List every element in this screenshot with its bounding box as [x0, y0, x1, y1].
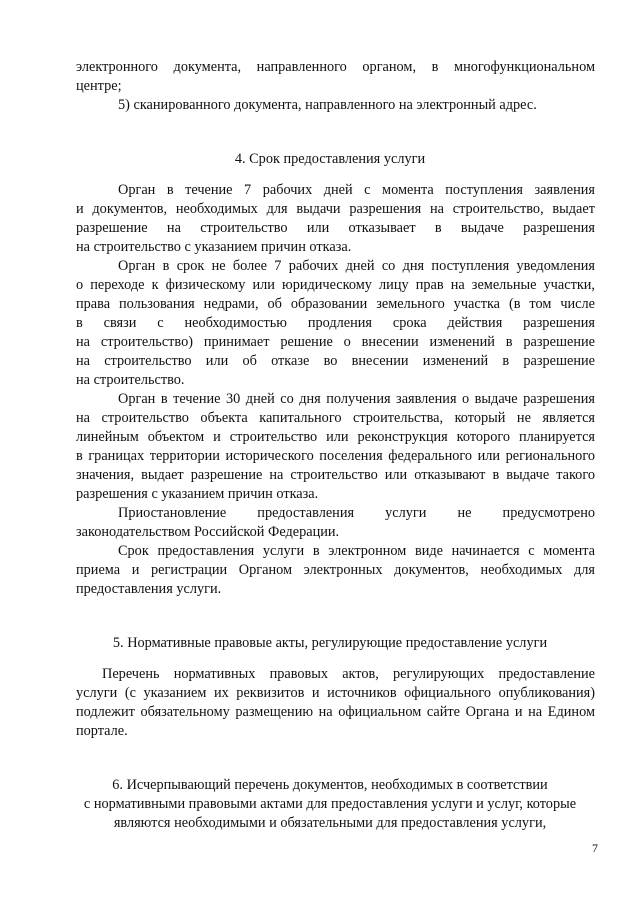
- text-line: портале.: [76, 723, 128, 739]
- section-heading: 4. Срок предоставления услуги: [234, 151, 426, 167]
- text-line: права пользования недрами, об образовании земельного участка (в том числе: [76, 296, 595, 312]
- text-line: Орган в течение 7 рабочих дней с момента поступления заявления: [118, 182, 595, 198]
- text-line: значения, выдает разрешение на строительство или отказывают в выдаче такого: [76, 467, 595, 483]
- text-line: центре;: [76, 78, 122, 94]
- text-line: и документов, необходимых для выдачи разрешения на строительство, выдает: [76, 201, 595, 217]
- text-line: 5) сканированного документа, направленного на электронный адрес.: [118, 97, 537, 113]
- text-line: на строительство объекта капитального строительства, который не является: [76, 410, 595, 426]
- text-line: Орган в течение 30 дней со дня получения заявления о выдаче разрешения: [118, 391, 595, 407]
- text-line: электронного документа, направленного органом, в многофункциональном: [76, 59, 595, 75]
- section-heading: 5. Нормативные правовые акты, регулирующие предоставление услуги: [112, 635, 548, 651]
- page-number: 7: [592, 841, 598, 855]
- text-line: о переходе к физическому или юридическому лицу прав на земельные участки,: [76, 277, 595, 293]
- section-heading: 6. Исчерпывающий перечень документов, необходимых в соответствии: [112, 777, 548, 793]
- text-line: предоставления услуги.: [76, 581, 222, 597]
- text-line: в связи с необходимостью продления срока действия разрешения: [76, 315, 595, 331]
- text-line: линейным объектом и строительство или реконструкция которого планируется: [76, 429, 595, 445]
- text-line: Срок предоставления услуги в электронном виде начинается с момента: [118, 543, 595, 559]
- text-line: на строительство) принимает решение о внесении изменений в разрешение: [76, 334, 595, 350]
- text-line: Орган в срок не более 7 рабочих дней со дня поступления уведомления: [118, 258, 595, 274]
- text-line: разрешение на строительство или отказывает в выдаче разрешения: [76, 220, 595, 236]
- text-line: услуги (с указанием их реквизитов и источников официального опубликования): [76, 685, 595, 701]
- text-line: Перечень нормативных правовых актов, регулирующих предоставление: [102, 666, 595, 682]
- text-line: Приостановление предоставления услуги не предусмотрено: [118, 505, 595, 521]
- text-line: законодательством Российской Федерации.: [76, 524, 340, 540]
- text-line: подлежит обязательному размещению на официальном сайте Органа и на Едином: [76, 704, 595, 720]
- text-line: приема и регистрации Органом электронных документов, необходимых для: [76, 562, 595, 578]
- section-heading: с нормативными правовыми актами для предоставления услуги и услуг, которые: [83, 796, 577, 812]
- section-heading: являются необходимыми и обязательными для предоставления услуги,: [113, 815, 547, 831]
- text-line: разрешения с указанием причин отказа.: [76, 486, 319, 502]
- text-line: на строительство с указанием причин отказа.: [76, 239, 352, 255]
- text-line: в границах территории исторического поселения федерального или регионального: [76, 448, 595, 464]
- text-line: на строительство или об отказе во внесении изменений в разрешение: [76, 353, 595, 369]
- text-line: на строительство.: [76, 372, 185, 388]
